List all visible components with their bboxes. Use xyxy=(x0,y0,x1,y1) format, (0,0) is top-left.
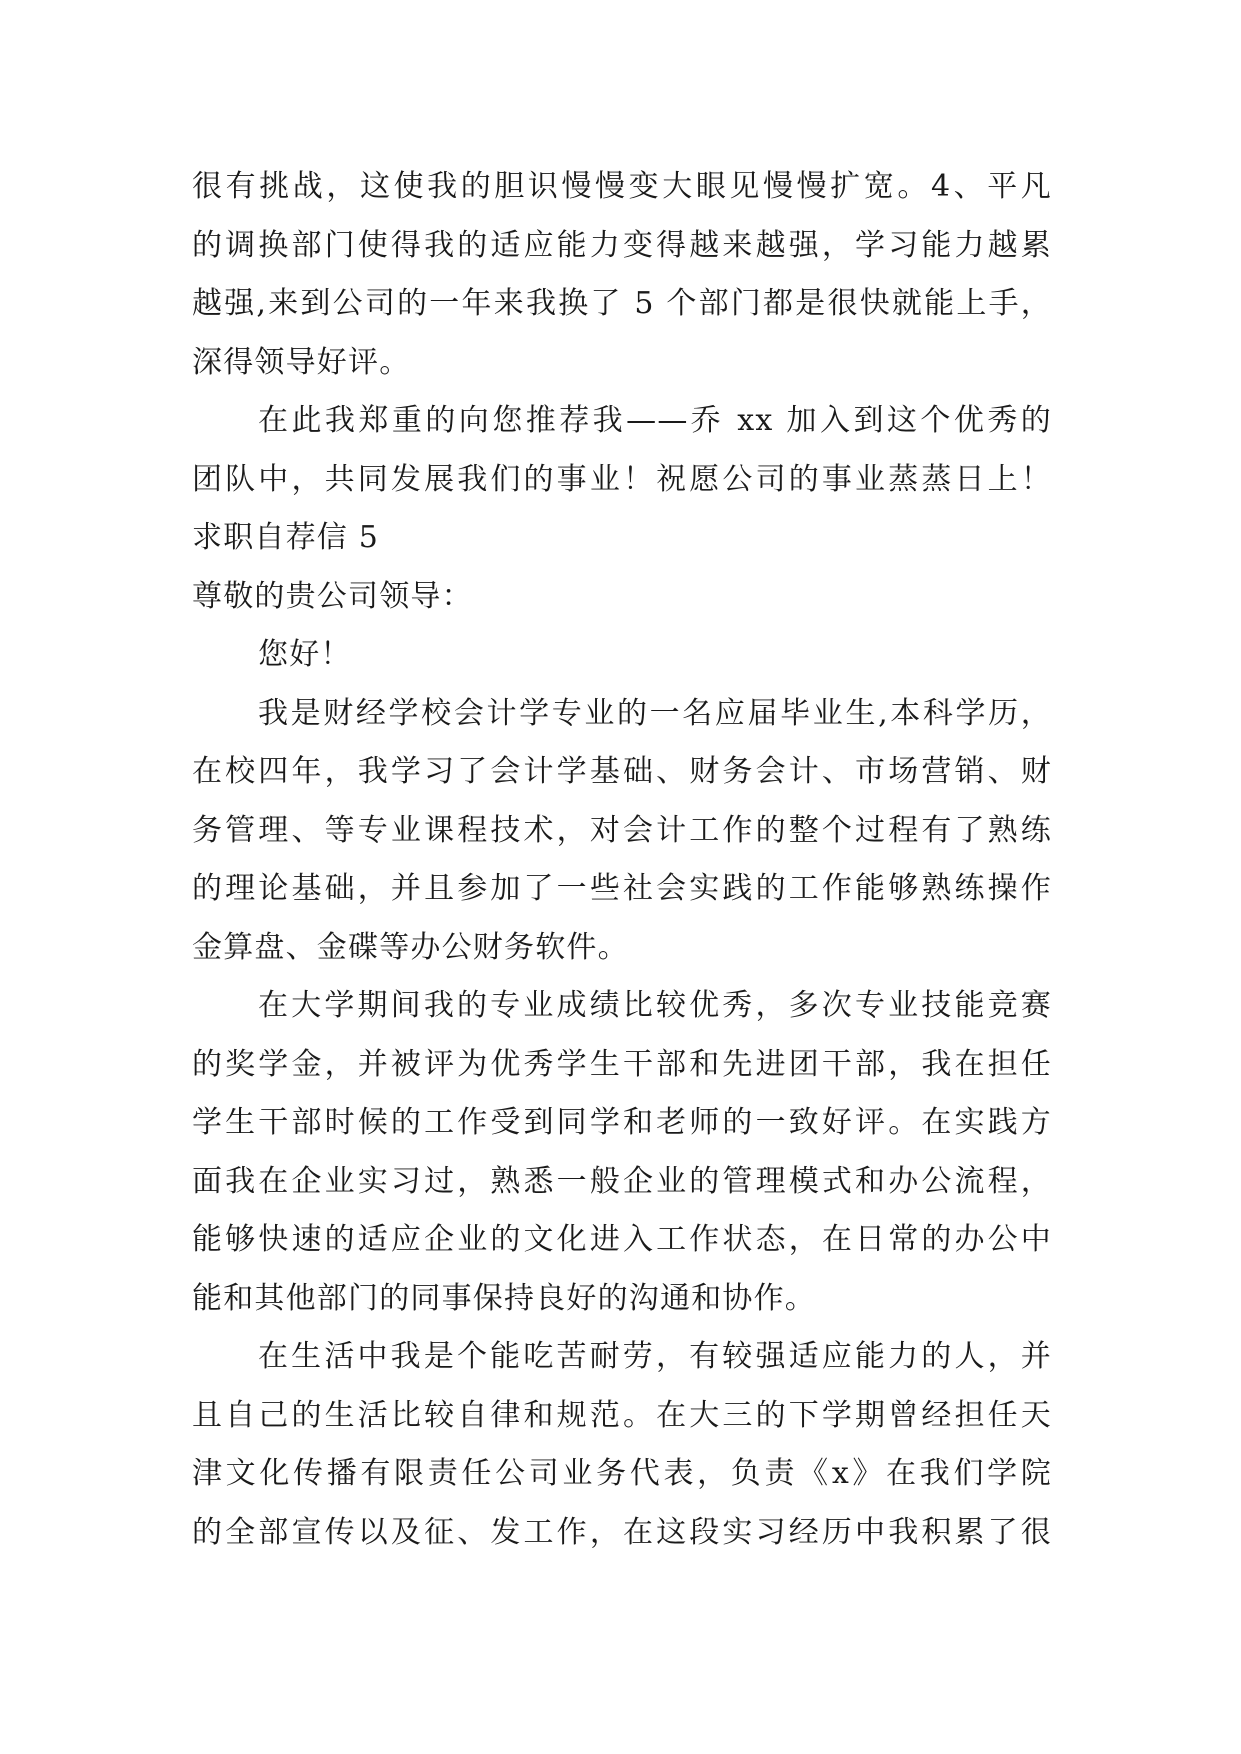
text-line: 金算盘、金碟等办公财务软件。 xyxy=(192,929,629,965)
text-line: 求职自荐信 5 xyxy=(192,520,380,555)
text-line: 能和其他部门的同事保持良好的沟通和协作。 xyxy=(192,1280,816,1316)
text-line: 很有挑战，这使我的胆识慢慢变大眼见慢慢扩宽。4、平凡 xyxy=(192,169,1052,204)
text-line: 深得领导好评。 xyxy=(192,344,411,380)
text-line: 在生活中我是个能吃苦耐劳，有较强适应能力的人，并 xyxy=(258,1339,1052,1374)
text-line: 的全部宣传以及征、发工作，在这段实习经历中我积累了很 xyxy=(192,1514,1052,1550)
document-body xyxy=(192,158,1052,1562)
text-line: 我是财经学校会计学专业的一名应届毕业生,本科学历， xyxy=(258,695,1052,731)
text-line: 尊敬的贵公司领导： xyxy=(192,578,473,614)
text-line: 的调换部门使得我的适应能力变得越来越强，学习能力越累 xyxy=(192,227,1052,263)
text-line: 在此我郑重的向您推荐我——乔 xx 加入到这个优秀的 xyxy=(258,403,1052,438)
text-line: 在校四年，我学习了会计学基础、财务会计、市场营销、财 xyxy=(192,754,1052,789)
text-line: 的理论基础，并且参加了一些社会实践的工作能够熟练操作 xyxy=(192,871,1052,906)
text-line: 学生干部时候的工作受到同学和老师的一致好评。在实践方 xyxy=(192,1105,1052,1140)
text-line: 越强,来到公司的一年来我换了 5 个部门都是很快就能上手， xyxy=(192,286,1052,321)
text-line: 务管理、等专业课程技术，对会计工作的整个过程有了熟练 xyxy=(192,812,1052,848)
text-line: 津文化传播有限责任公司业务代表，负责《x》在我们学院 xyxy=(192,1456,1052,1491)
text-line: 您好！ xyxy=(258,637,352,672)
text-line: 的奖学金，并被评为优秀学生干部和先进团干部，我在担任 xyxy=(192,1046,1052,1082)
text-line: 在大学期间我的专业成绩比较优秀，多次专业技能竞赛 xyxy=(258,988,1052,1023)
text-line: 团队中，共同发展我们的事业！祝愿公司的事业蒸蒸日上！ xyxy=(192,461,1052,497)
text-line: 能够快速的适应企业的文化进入工作状态，在日常的办公中 xyxy=(192,1222,1052,1257)
text-line: 面我在企业实习过，熟悉一般企业的管理模式和办公流程， xyxy=(192,1163,1052,1199)
text-line: 且自己的生活比较自律和规范。在大三的下学期曾经担任天 xyxy=(192,1397,1052,1433)
